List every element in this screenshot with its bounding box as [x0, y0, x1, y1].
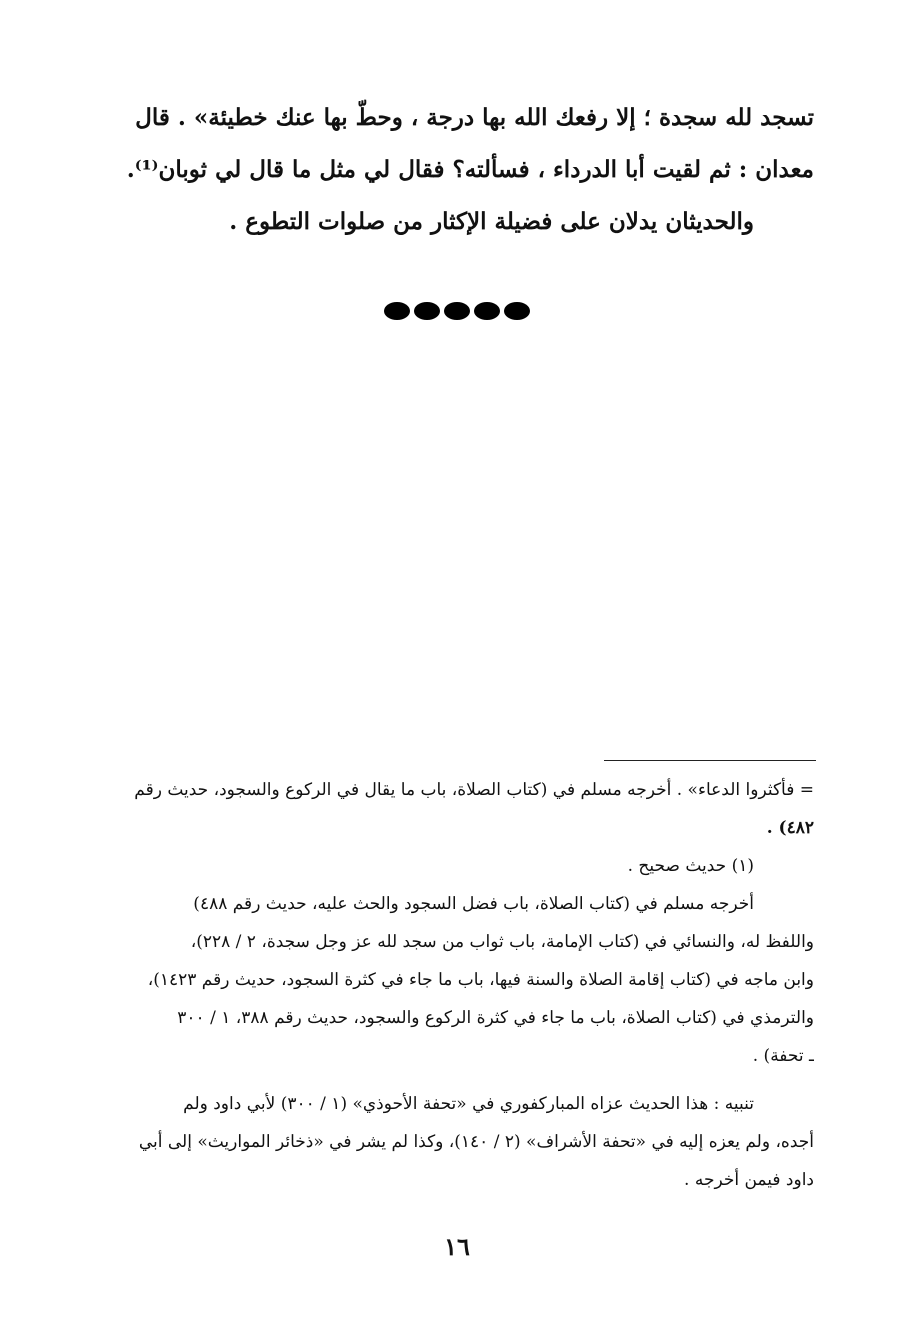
footnote-heading: (١) حديث صحيح . [627, 856, 754, 876]
body-paragraph-line [94, 144, 814, 196]
footnote-line: ـ تحفة) . [752, 1046, 814, 1066]
footnote-line: ٤٨٢) . [766, 818, 814, 838]
body-line-text: والحديثان يدلان على فضيلة الإكثار من صلوات التطوع . [229, 208, 754, 235]
footnote-line: والترمذي في (كتاب الصلاة، باب ما جاء في كثرة الركوع والسجود، حديث رقم ٣٨٨، ١ / ٣٠٠ [177, 1008, 814, 1028]
section-separator [0, 302, 914, 324]
separator-dot [384, 302, 410, 320]
separator-dot [414, 302, 440, 320]
body-paragraph-line [94, 92, 814, 144]
footnote-line: واللفظ له، والنسائي في (كتاب الإمامة، باب ثواب من سجد لله عز وجل سجدة، ٢ / ٢٢٨)، [190, 932, 814, 952]
body-line-text: تسجد لله سجدة ؛ إلا رفعك الله بها درجة ، وحطّ بها عنك خطيئة» . قال [135, 104, 814, 131]
footnote-line: = فأكثروا الدعاء» . أخرجه مسلم في (كتاب الصلاة، باب ما يقال في الركوع والسجود، حديث رقم [134, 780, 814, 800]
separator-dot [444, 302, 470, 320]
footnote-divider [604, 760, 816, 761]
separator-dot [504, 302, 530, 320]
footnote-note: تنبيه : هذا الحديث عزاه المباركفوري في «تحفة الأحوذي» (١ / ٣٠٠) لأبي داود ولم [183, 1094, 754, 1114]
body-paragraph-line [134, 196, 754, 248]
separator-dot [474, 302, 500, 320]
footnote-line: أخرجه مسلم في (كتاب الصلاة، باب فضل السجود والحث عليه، حديث رقم ٤٨٨) [193, 894, 754, 914]
page-number: ١٦ [444, 1232, 470, 1261]
body-line-text: معدان : ثم لقيت أبا الدرداء ، فسألته؟ فقال لي مثل ما قال لي ثوبان⁽¹⁾. [126, 156, 814, 183]
footnote-line: داود فيمن أخرجه . [684, 1170, 814, 1190]
footnote-line: أجده، ولم يعزه إليه في «تحفة الأشراف» (٢ / ١٤٠)، وكذا لم يشر في «ذخائر المواريث» إلى أبي [138, 1132, 814, 1152]
footnote-line: وابن ماجه في (كتاب إقامة الصلاة والسنة فيها، باب ما جاء في كثرة السجود، حديث رقم ١٤٢٣)، [147, 970, 814, 990]
